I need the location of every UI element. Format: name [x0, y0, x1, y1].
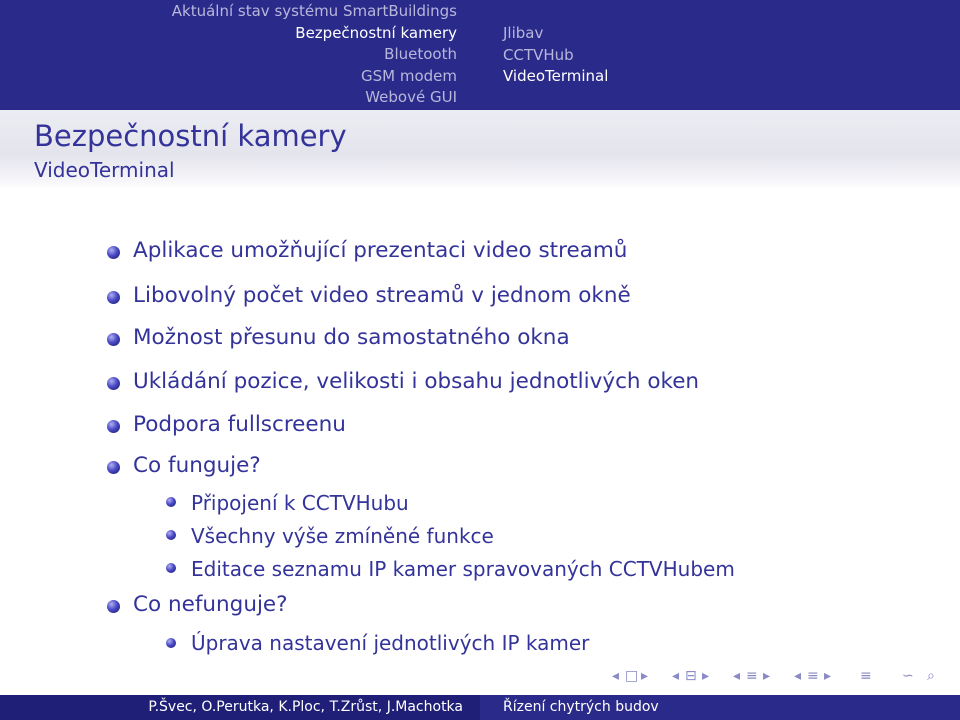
nav-search-icon[interactable]: ⌕ [927, 668, 935, 684]
footer-authors-box [0, 695, 480, 720]
nav-section-icon[interactable]: ≡ [746, 668, 758, 684]
nav-subsection-icon[interactable]: ⊟ [685, 668, 697, 684]
bullet-ball-icon [107, 333, 120, 346]
list-item: Co funguje? [133, 453, 261, 478]
footer-talk-title: Řízení chytrých budov [503, 699, 659, 715]
nav-prev-subsection-icon[interactable]: ◂ [672, 668, 680, 684]
list-item: Aplikace umožňující prezentaci video streamů [133, 238, 628, 263]
nav-prev-section-icon[interactable]: ◂ [733, 668, 741, 684]
sub-list-item: Editace seznamu IP kamer spravovaných CCTVHubem [191, 557, 735, 581]
nav-section-aktualni-stav[interactable]: Aktuální stav systému SmartBuildings [171, 2, 457, 20]
list-item: Libovolný počet video streamů v jednom okně [133, 283, 631, 308]
nav-document-icon[interactable]: ≡ [860, 668, 872, 684]
nav-next-subsection-icon[interactable]: ▸ [702, 668, 710, 684]
sub-bullet-ball-icon [166, 638, 176, 648]
bullet-ball-icon [107, 246, 120, 259]
sub-list-item: Všechny výše zmíněné funkce [191, 524, 494, 548]
nav-frame-icon[interactable]: □ [625, 668, 639, 684]
nav-prev-frame-icon[interactable]: ◂ [612, 668, 620, 684]
nav-section-webove-gui[interactable]: Webové GUI [365, 88, 457, 106]
bullet-ball-icon [107, 377, 120, 390]
list-item: Podpora fullscreenu [133, 412, 346, 437]
sub-bullet-ball-icon [166, 563, 176, 573]
nav-next-frame-icon[interactable]: ▸ [641, 668, 649, 684]
footer-title-box [480, 695, 960, 720]
nav-section-gsm-modem[interactable]: GSM modem [360, 66, 457, 85]
footer-authors: P.Švec, O.Perutka, K.Ploc, T.Zrůst, J.Machotka [148, 699, 463, 715]
sub-bullet-ball-icon [166, 497, 176, 507]
bullet-ball-icon [107, 291, 120, 304]
subsection-navigation [503, 23, 608, 88]
beamer-navigation-symbols [612, 668, 957, 690]
sub-list-item: Úprava nastavení jednotlivých IP kamer [191, 631, 590, 655]
nav-next-section-icon[interactable]: ▸ [763, 668, 771, 684]
nav-back-forward-icon[interactable]: ∽ [902, 668, 914, 684]
sub-bullet-ball-icon [166, 530, 176, 540]
list-item: Co nefunguje? [133, 592, 288, 617]
nav-section-bezpecnostni-kamery[interactable]: Bezpečnostní kamery [295, 23, 457, 42]
list-item: Ukládání pozice, velikosti i obsahu jednotlivých oken [133, 369, 700, 394]
nav-part-icon[interactable]: ≡ [807, 668, 819, 684]
bullet-ball-icon [107, 600, 120, 613]
sub-list-item: Připojení k CCTVHubu [191, 491, 409, 515]
frame-title: Bezpečnostní kamery [34, 119, 347, 153]
bullet-ball-icon [107, 461, 120, 474]
list-item: Možnost přesunu do samostatného okna [133, 325, 570, 350]
footer-bar [0, 695, 960, 720]
bullet-ball-icon [107, 420, 120, 433]
nav-next-part-icon[interactable]: ▸ [824, 668, 832, 684]
nav-section-bluetooth[interactable]: Bluetooth [384, 45, 457, 63]
nav-subsection-videoterminal[interactable]: VideoTerminal [503, 67, 609, 85]
nav-prev-part-icon[interactable]: ◂ [794, 668, 802, 684]
nav-subsection-cctvhub[interactable]: CCTVHub [503, 45, 574, 64]
header-navigation-bar [0, 0, 960, 110]
frame-subtitle: VideoTerminal [34, 158, 175, 182]
nav-subsection-jlibav[interactable]: Jlibav [503, 24, 544, 42]
